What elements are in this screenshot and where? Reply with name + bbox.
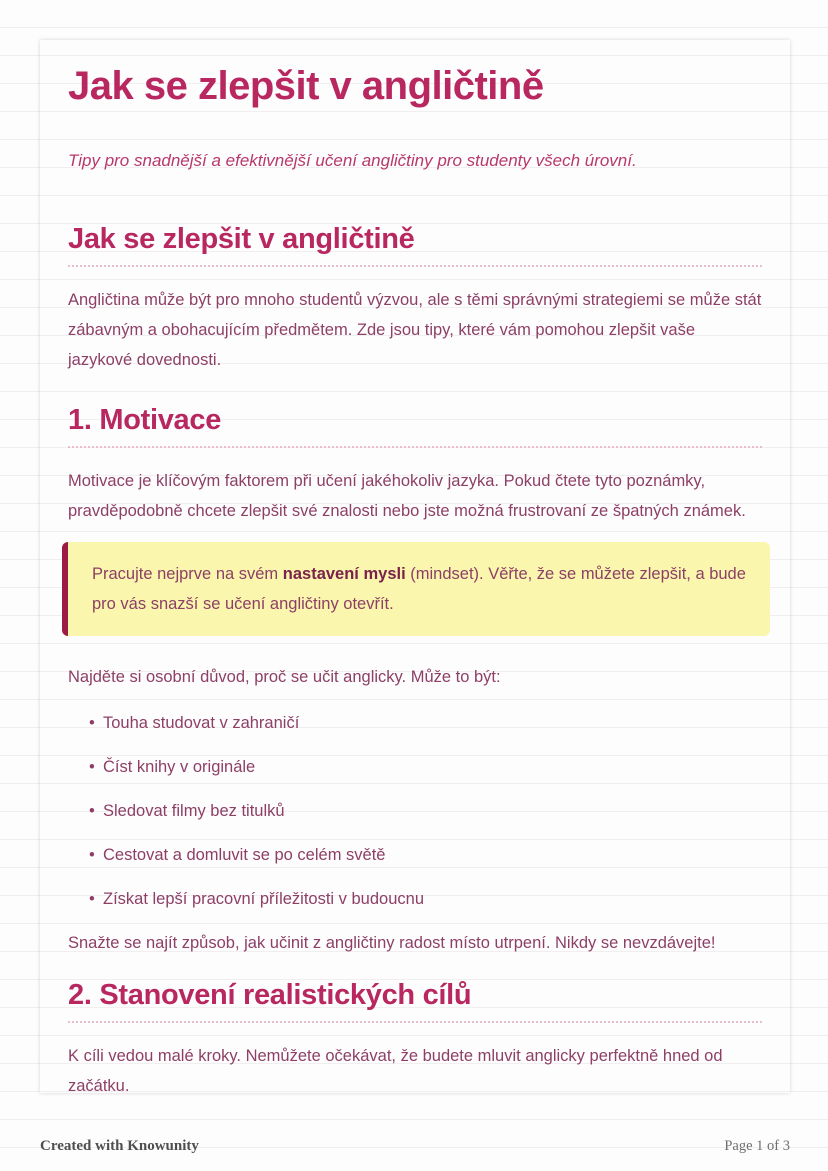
callout-text-bold: nastavení mysli (282, 565, 406, 583)
callout-text-before: Pracujte nejprve na svém (92, 565, 283, 583)
list-intro-paragraph: Najděte si osobní důvod, proč se učit anglicky. Může to být: (68, 668, 501, 686)
page-footer (40, 1138, 790, 1155)
callout-box (62, 542, 770, 636)
motivace-outro-paragraph: Snažte se najít způsob, jak učinit z angličtiny radost místo utrpení. Nikdy se nevzdávejte! (68, 934, 716, 952)
callout-text-after: (mindset). Věřte, že se můžete zlepšit, a bude pro vás snazší se učení angličtiny otevřít. (92, 565, 746, 613)
motivace-paragraph: Motivace je klíčovým faktorem při učení jakéhokoliv jazyka. Pokud čtete tyto poznámky, pravděpodobně chcete zlepšit své znalosti nebo jste možná frustrovaní ze špatných známek. (68, 472, 746, 520)
list-item: • Získat lepší pracovní příležitosti v budoucnu (103, 884, 762, 914)
list-item: • Sledovat filmy bez titulků (103, 796, 762, 826)
section-heading-intro: Jak se zlepšit v angličtině (68, 222, 762, 267)
goals-paragraph: K cíli vedou malé kroky. Nemůžete očekávat, že budete mluvit anglicky perfektně hned od začátku. (68, 1047, 723, 1095)
section-heading-motivace: 1. Motivace (68, 403, 762, 448)
list-item: • Číst knihy v originále (103, 752, 762, 782)
list-item: • Touha studovat v zahraničí (103, 708, 762, 738)
bullet-list (68, 708, 762, 914)
document-subtitle: Tipy pro snadnější a efektivnější učení angličtiny pro studenty všech úrovní. (68, 151, 637, 170)
footer-page-number: Page 1 of 3 (724, 1138, 790, 1154)
footer-credit: Created with Knowunity (40, 1138, 199, 1154)
section-heading-goals: 2. Stanovení realistických cílů (68, 978, 762, 1023)
intro-paragraph: Angličtina může být pro mnoho studentů výzvou, ale s těmi správnými strategiemi se může stát zábavným a obohacujícím předmětem. Zde jsou tipy, které vám pomohou zlepšit vaše jazykové dovednosti. (68, 291, 762, 369)
document-card (40, 40, 790, 1093)
list-item: • Cestovat a domluvit se po celém světě (103, 840, 762, 870)
callout-text (92, 559, 746, 619)
document-title: Jak se zlepšit v angličtině (68, 64, 544, 108)
